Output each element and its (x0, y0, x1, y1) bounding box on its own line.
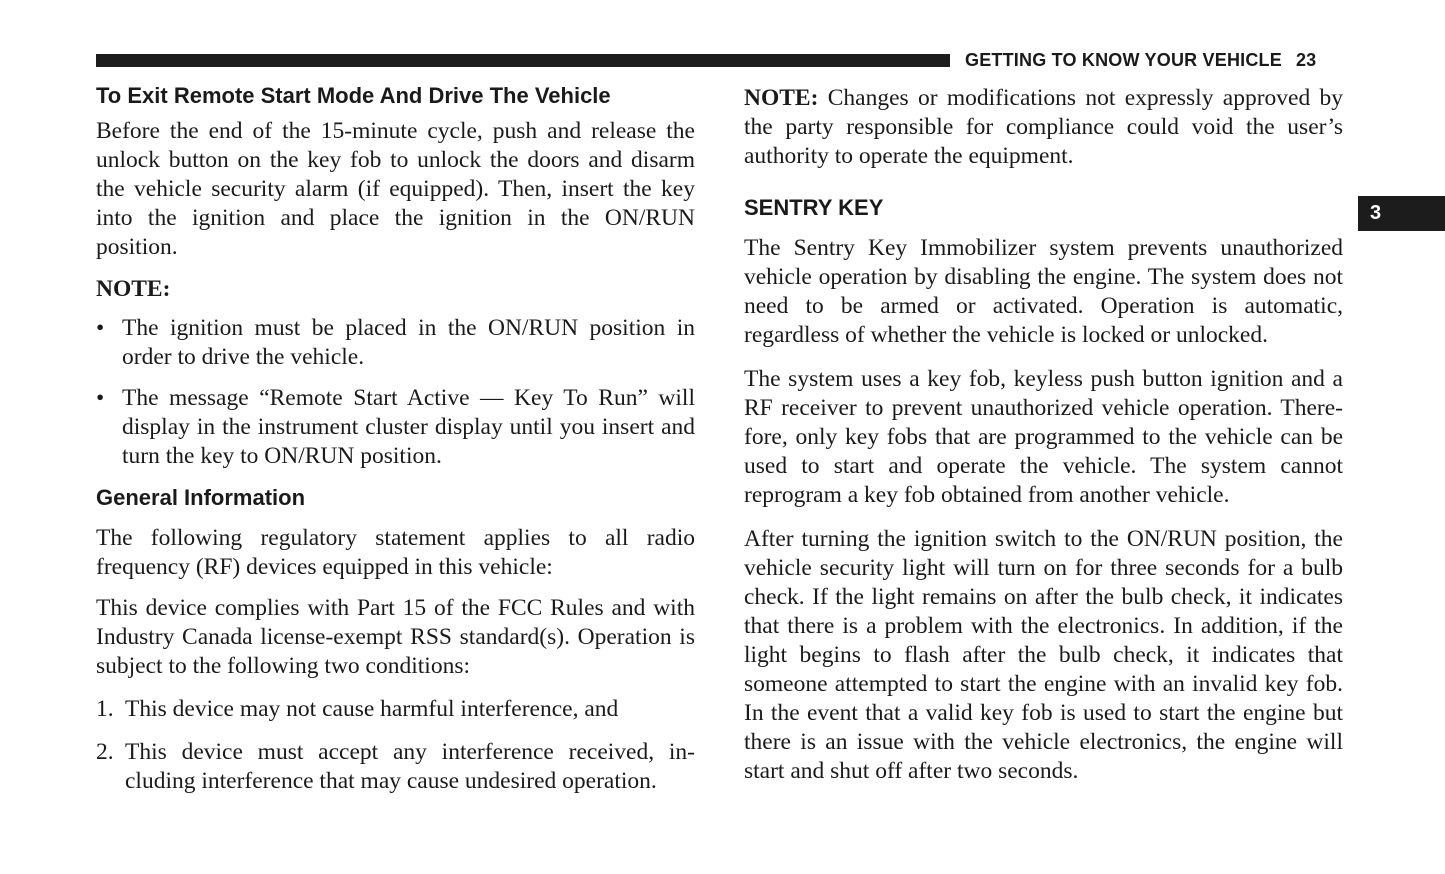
list-item (96, 738, 695, 796)
bullet-text: The ignition must be placed in the ON/RUN position in order to drive the vehicle. (122, 315, 695, 370)
regulatory-paragraph: The following regulatory statement applies to all radio frequency (RF) devices equipped in this vehicle: (96, 525, 695, 580)
list-item (96, 314, 695, 372)
exit-remote-start-heading: To Exit Remote Start Mode And Drive The Vehicle (96, 83, 611, 108)
fcc-compliance-paragraph: This device complies with Part 15 of the FCC Rules and with Industry Canada license-exempt RSS standard(s). Operation is subject to the following two conditions: (96, 595, 695, 679)
general-information-heading: General Information (96, 485, 306, 510)
bullet-icon: • (96, 315, 105, 341)
conditions-list (96, 695, 695, 796)
list-item (96, 695, 695, 724)
chapter-tab: 3 (1358, 196, 1445, 231)
page-number: 23 (1295, 50, 1317, 70)
sentry-key-paragraph-3: After turning the ignition switch to the ON/RUN position, the vehicle security light will turn on for three seconds for a bulb check. If the light remains on after the bulb check, it indicates that there is a problem with the electronics. In addition, if the light begins to flash after the bulb check, it indicates that someone attempted to start the engine with an invalid key fob. In the event that a valid key fob is used to start the engine but there is an issue with the vehicle electronics, the engine will start and shut off after two seconds. (744, 526, 1343, 784)
sentry-key-paragraph-2: The system uses a key fob, keyless push button ignition and a RF receiver to prevent unauthorized vehicle operation. Therefore, only key fobs that are programmed to the vehicle can be used to start and operate the vehicle. The system cannot reprogram a key fob obtained from another vehicle. (744, 366, 1343, 508)
note-text: Changes or modifications not expressly approved by the party responsible for compliance could void the user’s authority to operate the equipment. (744, 85, 1343, 169)
condition-text: This device must accept any interference received, including interference that may cause undesired operation. (125, 739, 695, 794)
list-item (96, 384, 695, 471)
bullet-icon: • (96, 385, 105, 411)
running-header (965, 50, 1316, 71)
condition-number: 1. (96, 696, 114, 722)
section-title: GETTING TO KNOW YOUR VEHICLE (965, 50, 1282, 70)
sentry-key-heading: SENTRY KEY (744, 195, 884, 220)
fcc-note-paragraph (744, 84, 1343, 171)
header-rule (96, 54, 950, 67)
sentry-key-paragraph-1: The Sentry Key Immobilizer system prevents unauthorized vehicle operation by disabling the engine. The system does not need to be armed or activated. Operation is automatic, regardless of whether the vehicle is locked or unlocked. (744, 235, 1343, 348)
exit-remote-start-paragraph: Before the end of the 15-minute cycle, push and release the unlock button on the key fob to unlock the doors and disarm the vehicle security alarm (if equipped). Then, insert the key into the ignition and place the ignition in the ON/RUN position. (96, 118, 695, 260)
note-label: NOTE: (744, 85, 819, 111)
condition-number: 2. (96, 739, 114, 765)
left-column (96, 80, 695, 796)
bullet-text: The message “Remote Start Active — Key To Run” will display in the instrument cluster display until you insert and turn the key to ON/RUN position. (122, 385, 695, 469)
condition-text: This device may not cause harmful interference, and (125, 696, 619, 722)
right-column (744, 80, 1343, 786)
note-bullet-list (96, 314, 695, 471)
note-label: NOTE: (96, 276, 171, 302)
